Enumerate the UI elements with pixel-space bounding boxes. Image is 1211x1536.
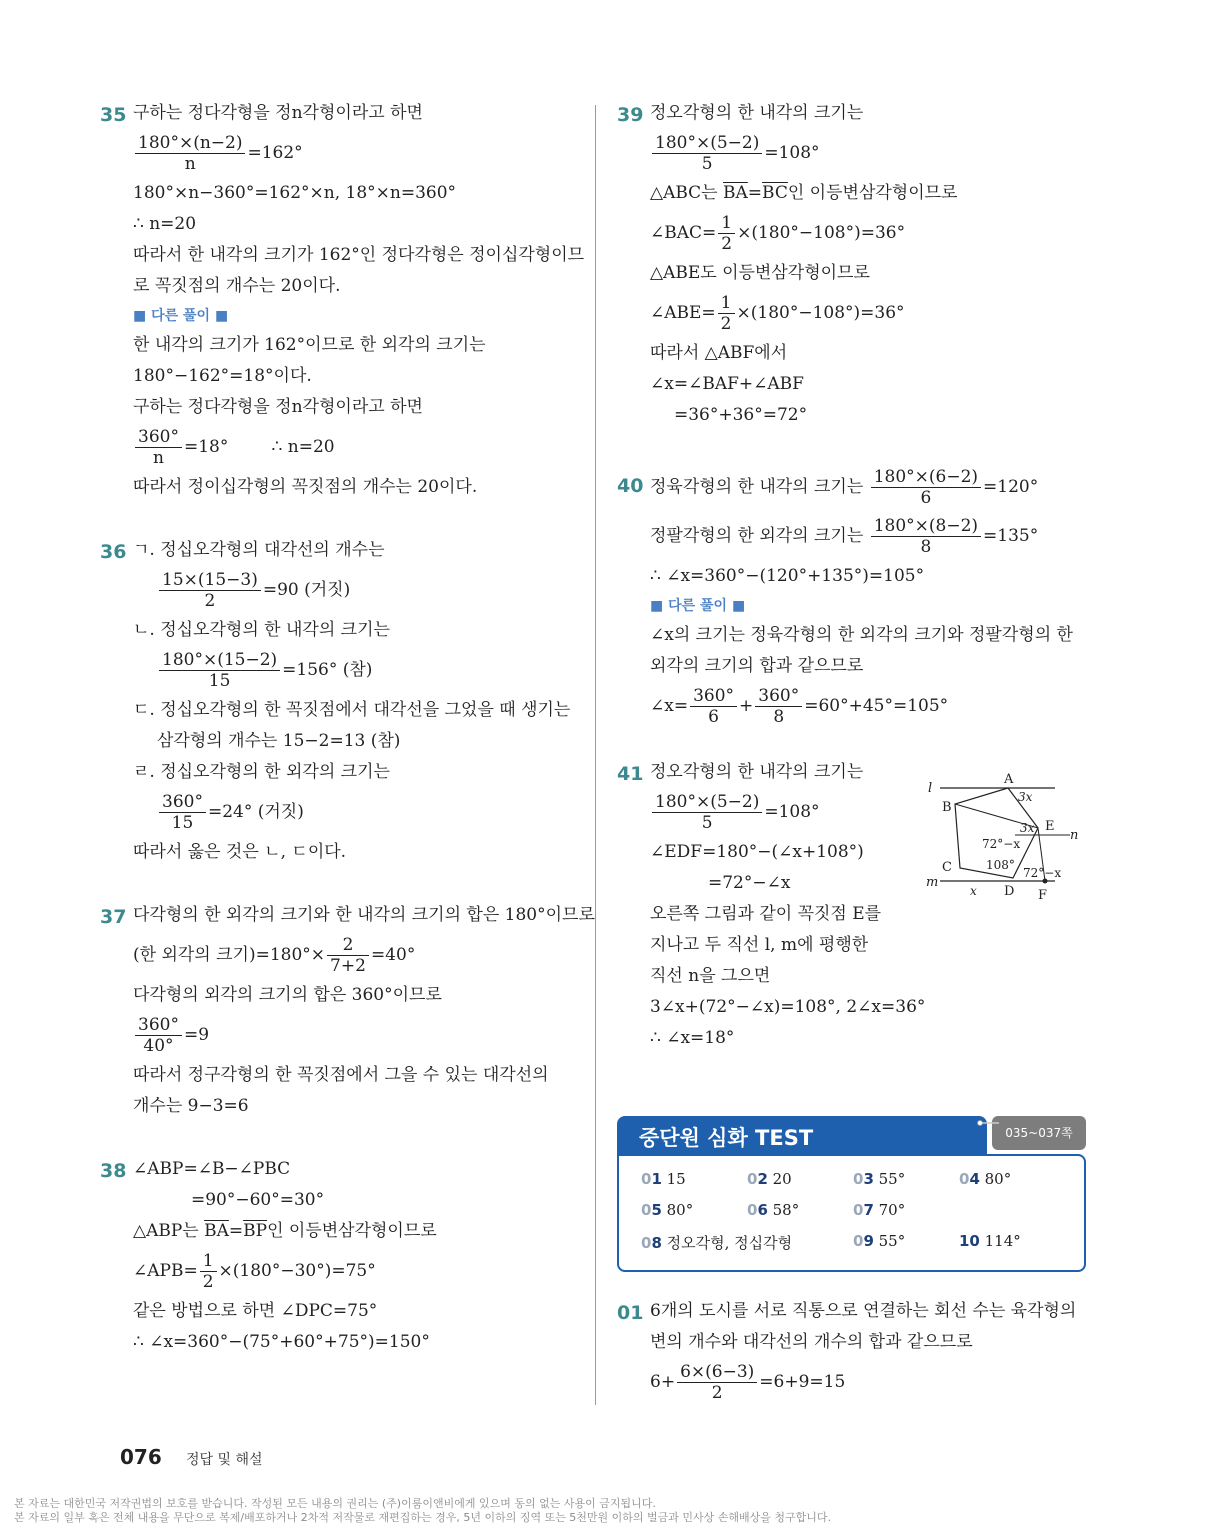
answer-number bbox=[747, 1170, 768, 1188]
formula-text: ∠BAC= bbox=[650, 223, 717, 243]
page-number: 076 bbox=[120, 1445, 162, 1469]
formula-line bbox=[133, 129, 580, 178]
text-line bbox=[650, 178, 1092, 209]
label-b: B bbox=[942, 800, 952, 815]
test-answer-item bbox=[641, 1232, 792, 1253]
text-line: ∴ n=20 bbox=[133, 214, 197, 234]
text-line: 3∠x+(72°−∠x)=108°, 2∠x=36° bbox=[650, 997, 926, 1017]
problem-number: 01 bbox=[617, 1302, 644, 1324]
label-f: F bbox=[1038, 888, 1048, 903]
text-line: =36°+36°=72° bbox=[674, 405, 808, 425]
segment: $\overline{BP}$ bbox=[243, 1221, 268, 1241]
answer-number-digit: 1 bbox=[651, 1170, 662, 1188]
angle-e2-label: 72°−x bbox=[982, 837, 1021, 851]
text-line: △ABE도 이등변삼각형이므로 bbox=[650, 263, 870, 283]
answer-number-prefix: 0 bbox=[853, 1201, 864, 1219]
formula-text: =9 bbox=[183, 1025, 210, 1045]
text-line: 180°−162°=18°이다. bbox=[133, 366, 312, 386]
test-answer-box bbox=[617, 1116, 1086, 1270]
test-answers bbox=[617, 1154, 1086, 1272]
numerator: 360° bbox=[135, 427, 182, 448]
label-m: m bbox=[926, 875, 939, 890]
answer-number-digit: 8 bbox=[651, 1234, 662, 1252]
text: = bbox=[747, 183, 763, 203]
formula-line bbox=[650, 209, 1092, 258]
text-line: 외각의 크기의 합과 같으므로 bbox=[650, 656, 864, 676]
formula-text: ×(180°−108°)=36° bbox=[736, 303, 905, 323]
answer-value: 114° bbox=[979, 1232, 1021, 1250]
label-e: E bbox=[1045, 819, 1055, 834]
numerator: 180°×(15−2) bbox=[159, 650, 280, 671]
fraction bbox=[652, 133, 762, 174]
angle-e-label: 3x bbox=[1020, 821, 1035, 835]
answer-value: 55° bbox=[873, 1170, 906, 1188]
formula-text: =108° bbox=[764, 802, 820, 822]
answer-number-prefix: 0 bbox=[641, 1234, 652, 1252]
formula-text: ∠x= bbox=[650, 696, 689, 716]
answer-number-prefix: 0 bbox=[853, 1232, 864, 1250]
answer-number bbox=[747, 1201, 768, 1219]
denominator: 6 bbox=[920, 488, 932, 508]
answer-number-digit: 6 bbox=[757, 1201, 768, 1219]
text-line: 따라서 정이십각형의 꼭짓점의 개수는 20이다. bbox=[133, 477, 478, 497]
problem-number: 35 bbox=[100, 104, 127, 126]
text-line bbox=[133, 1216, 580, 1247]
clip-icon bbox=[977, 1120, 999, 1126]
text-line: 한 내각의 크기가 162°이므로 한 외각의 크기는 bbox=[133, 335, 486, 355]
answer-number bbox=[959, 1232, 980, 1250]
test-answer-item bbox=[959, 1170, 1011, 1188]
answer-number-digit: 9 bbox=[863, 1232, 874, 1250]
answer-number-prefix: 0 bbox=[747, 1170, 758, 1188]
test-answer-item bbox=[641, 1201, 693, 1219]
text-line: ∴ ∠x=360°−(75°+60°+75°)=150° bbox=[133, 1332, 430, 1352]
numerator: 180°×(5−2) bbox=[652, 133, 762, 154]
denominator: 5 bbox=[701, 813, 713, 833]
text-line: 따라서 △ABF에서 bbox=[650, 343, 788, 363]
fraction bbox=[652, 792, 762, 833]
numerator: 180°×(8−2) bbox=[871, 516, 981, 537]
text-line: 다각형의 외각의 크기의 합은 360°이므로 bbox=[133, 985, 442, 1005]
answer-number-digit: 7 bbox=[863, 1201, 874, 1219]
denominator: 15 bbox=[171, 813, 194, 833]
numerator: 1 bbox=[718, 213, 735, 234]
fraction bbox=[135, 427, 182, 468]
denominator: 8 bbox=[773, 707, 785, 727]
text: = bbox=[228, 1221, 244, 1241]
test-answer-item bbox=[959, 1232, 1021, 1250]
problem-39 bbox=[617, 98, 1092, 431]
label-d: D bbox=[1004, 884, 1015, 899]
formula-line bbox=[133, 566, 580, 615]
answer-value: 58° bbox=[767, 1201, 800, 1219]
fraction bbox=[159, 570, 261, 611]
numerator: 180°×(6−2) bbox=[871, 467, 981, 488]
denominator: n bbox=[184, 154, 196, 174]
text-line: 따라서 한 내각의 크기가 162°인 정다각형은 정이십각형이므 bbox=[133, 245, 585, 265]
answer-number bbox=[959, 1170, 980, 1188]
text-line: ∠EDF=180°−(∠x+108°) bbox=[650, 842, 864, 862]
formula-text: =162° bbox=[247, 143, 303, 163]
text-line: 구하는 정다각형을 정n각형이라고 하면 bbox=[133, 397, 423, 417]
problem-01 bbox=[617, 1296, 1092, 1407]
test-answer-item bbox=[853, 1232, 905, 1250]
angle-f-label: 72°−x bbox=[1023, 866, 1062, 880]
alt-solution-label: ■ 다른 풀이 ■ bbox=[650, 598, 746, 614]
answer-value: 80° bbox=[661, 1201, 694, 1219]
problem-number: 39 bbox=[617, 104, 644, 126]
problem-01-wrap bbox=[617, 1296, 1092, 1407]
label-a: A bbox=[1004, 772, 1014, 787]
text-line: 개수는 9−3=6 bbox=[133, 1096, 249, 1116]
answer-number bbox=[641, 1201, 662, 1219]
formula-text: + bbox=[739, 696, 754, 716]
fraction bbox=[200, 1251, 217, 1292]
answer-number-prefix: 0 bbox=[641, 1201, 652, 1219]
text-line: =90°−60°=30° bbox=[191, 1190, 325, 1210]
numerator: 1 bbox=[200, 1251, 217, 1272]
denominator: 15 bbox=[208, 671, 231, 691]
denominator: n bbox=[153, 448, 164, 468]
denominator: 2 bbox=[711, 1383, 723, 1403]
test-title: 중단원 심화 TEST bbox=[639, 1126, 814, 1150]
problem-38 bbox=[100, 1154, 580, 1358]
formula-line bbox=[650, 1358, 1092, 1407]
text-line: ∠ABP=∠B−∠PBC bbox=[133, 1159, 291, 1179]
numerator: 360° bbox=[159, 792, 206, 813]
problem-36 bbox=[100, 535, 580, 868]
text-line: ㄱ. 정십오각형의 대각선의 개수는 bbox=[133, 540, 385, 560]
formula-text: =40° bbox=[370, 945, 416, 965]
numerator: 15×(15−3) bbox=[159, 570, 261, 591]
answer-value: 80° bbox=[979, 1170, 1012, 1188]
text-line: 직선 n을 그으면 bbox=[650, 966, 771, 986]
formula-text: ∠ABE= bbox=[650, 303, 716, 323]
segment: $\overline{BA}$ bbox=[204, 1221, 229, 1241]
fraction bbox=[159, 792, 206, 833]
alt-solution-label: ■ 다른 풀이 ■ bbox=[133, 308, 229, 324]
copyright-line: 본 자료의 일부 혹은 전체 내용을 무단으로 복제/배포하거나 2차적 저작물로 재편집하는 경우, 5년 이하의 징역 또는 5천만원 이하의 벌금과 민사상 손해배상을 청구합니다. bbox=[14, 1511, 832, 1524]
fraction bbox=[327, 935, 369, 976]
fraction bbox=[718, 293, 735, 334]
denominator: 2 bbox=[721, 234, 733, 254]
text: 인 이등변삼각형이므로 bbox=[787, 183, 958, 203]
fraction bbox=[159, 650, 280, 691]
denominator: 6 bbox=[708, 707, 719, 727]
numerator: 360° bbox=[755, 686, 802, 707]
formula-text: =90 (거짓) bbox=[262, 580, 351, 600]
numerator: 2 bbox=[327, 935, 369, 956]
formula-text: =18° ∴ n=20 bbox=[183, 437, 335, 457]
answer-number-digit: 2 bbox=[757, 1170, 768, 1188]
text-line: ∴ ∠x=18° bbox=[650, 1028, 735, 1048]
numerator: 6×(6−3) bbox=[677, 1362, 757, 1383]
text-line: 정오각형의 한 내각의 크기는 bbox=[650, 103, 864, 123]
formula-line bbox=[133, 646, 580, 695]
left-column bbox=[100, 98, 595, 1358]
segment: $\overline{BC}$ bbox=[762, 183, 788, 203]
answer-number-digit: 5 bbox=[651, 1201, 662, 1219]
formula-text: =60°+45°=105° bbox=[804, 696, 949, 716]
angle-x-label: x bbox=[970, 884, 977, 898]
numerator: 180°×(n−2) bbox=[135, 133, 245, 154]
angle-d-label: 108° bbox=[986, 858, 1015, 872]
answer-number-digit: 3 bbox=[863, 1170, 874, 1188]
answer-value: 15 bbox=[661, 1170, 686, 1188]
formula-text: =135° bbox=[983, 526, 1039, 546]
formula-line bbox=[133, 931, 580, 980]
fraction bbox=[871, 516, 981, 557]
denominator: 2 bbox=[204, 591, 216, 611]
formula-line bbox=[650, 129, 1092, 178]
fraction bbox=[690, 686, 737, 727]
text-line: 180°×n−360°=162°×n, 18°×n=360° bbox=[133, 183, 457, 203]
test-answer-item bbox=[747, 1170, 792, 1188]
column-divider bbox=[595, 105, 596, 1405]
denominator: 2 bbox=[720, 314, 732, 334]
page-range-tag: 035~037쪽 bbox=[992, 1116, 1086, 1150]
fraction bbox=[718, 213, 735, 254]
answer-number bbox=[641, 1234, 662, 1252]
formula-line bbox=[650, 512, 1092, 561]
label-n: n bbox=[1070, 828, 1079, 843]
fraction bbox=[755, 686, 802, 727]
formula-text: ×(180°−108°)=36° bbox=[737, 223, 906, 243]
problem-number: 38 bbox=[100, 1160, 127, 1182]
formula-line bbox=[650, 289, 1092, 338]
text-line: ㄴ. 정십오각형의 한 내각의 크기는 bbox=[133, 620, 390, 640]
test-answer-item bbox=[747, 1201, 799, 1219]
formula-line bbox=[650, 682, 1092, 731]
answer-number bbox=[853, 1170, 874, 1188]
formula-text: ×(180°−30°)=75° bbox=[218, 1261, 376, 1281]
problem-number: 37 bbox=[100, 906, 127, 928]
denominator: 40° bbox=[143, 1036, 174, 1056]
problem-number: 41 bbox=[617, 763, 644, 785]
text-line: 오른쪽 그림과 같이 꼭짓점 E를 bbox=[650, 904, 882, 924]
answer-number-prefix: 0 bbox=[641, 1170, 652, 1188]
copyright-line: 본 자료는 대한민국 저작권법의 보호를 받습니다. 작성된 모든 내용의 권리는 (주)이룸이앤비에게 있으며 동의 없는 사용이 금지됩니다. bbox=[14, 1497, 656, 1510]
right-column bbox=[617, 98, 1092, 1054]
segment: $\overline{BA}$ bbox=[723, 183, 748, 203]
formula-text: 정팔각형의 한 외각의 크기는 bbox=[650, 526, 869, 546]
text-line: 변의 개수와 대각선의 개수의 합과 같으므로 bbox=[650, 1332, 973, 1352]
formula-text: =108° bbox=[764, 143, 820, 163]
text-line: 다각형의 한 외각의 크기와 한 내각의 크기의 합은 180°이므로 bbox=[133, 905, 595, 925]
text: 인 이등변삼각형이므로 bbox=[267, 1221, 437, 1241]
text-line: =72°−∠x bbox=[708, 873, 791, 893]
formula-text: (한 외각의 크기)=180°× bbox=[133, 945, 326, 965]
answer-value: 20 bbox=[767, 1170, 792, 1188]
problem-number: 40 bbox=[617, 475, 644, 497]
formula-text: =156° (참) bbox=[282, 660, 373, 680]
formula-line bbox=[133, 1011, 580, 1060]
test-answer-item bbox=[641, 1170, 686, 1188]
numerator: 360° bbox=[690, 686, 737, 707]
fraction bbox=[677, 1362, 757, 1403]
formula-line bbox=[133, 423, 580, 472]
text-line: 따라서 정구각형의 한 꼭짓점에서 그을 수 있는 대각선의 bbox=[133, 1065, 549, 1085]
answer-number-prefix: 0 bbox=[959, 1170, 970, 1188]
text: △ABP는 bbox=[133, 1221, 205, 1241]
problem-40 bbox=[617, 463, 1092, 731]
text-line: ㄷ. 정십오각형의 한 꼭짓점에서 대각선을 그었을 때 생기는 bbox=[133, 700, 571, 720]
fraction bbox=[871, 467, 981, 508]
text-line: 6개의 도시를 서로 직통으로 연결하는 회선 수는 육각형의 bbox=[650, 1301, 1077, 1321]
answer-value: 정오각형, 정십각형 bbox=[661, 1234, 793, 1252]
label-l: l bbox=[928, 781, 933, 796]
text-line: ∴ ∠x=360°−(120°+135°)=105° bbox=[650, 566, 925, 586]
numerator: 360° bbox=[135, 1015, 182, 1036]
text-line: 삼각형의 개수는 15−2=13 (참) bbox=[157, 731, 401, 751]
text-line: ∠x의 크기는 정육각형의 한 외각의 크기와 정팔각형의 한 bbox=[650, 625, 1073, 645]
answer-value: 70° bbox=[873, 1201, 906, 1219]
text-line: 같은 방법으로 하면 ∠DPC=75° bbox=[133, 1301, 378, 1321]
formula-text: 6+ bbox=[650, 1372, 676, 1392]
test-answer-item bbox=[853, 1201, 905, 1219]
text-line: 지나고 두 직선 l, m에 평행한 bbox=[650, 935, 869, 955]
answer-number bbox=[853, 1232, 874, 1250]
text-line: 구하는 정다각형을 정n각형이라고 하면 bbox=[133, 103, 423, 123]
denominator: 7+2 bbox=[330, 956, 366, 976]
numerator: 180°×(5−2) bbox=[652, 792, 762, 813]
angle-a-label: 3x bbox=[1018, 790, 1033, 804]
formula-text: ∠APB= bbox=[133, 1261, 198, 1281]
copyright-notice bbox=[14, 1497, 831, 1525]
problem-37 bbox=[100, 900, 595, 1122]
answer-number bbox=[853, 1201, 874, 1219]
problem-number: 36 bbox=[100, 541, 127, 563]
formula-line bbox=[650, 463, 1092, 512]
test-header bbox=[617, 1116, 987, 1158]
formula-text: =6+9=15 bbox=[759, 1372, 846, 1392]
formula-text: 정육각형의 한 내각의 크기는 bbox=[650, 477, 869, 497]
answer-number bbox=[641, 1170, 662, 1188]
fraction bbox=[135, 133, 245, 174]
fraction bbox=[135, 1015, 182, 1056]
text-line: 로 꼭짓점의 개수는 20이다. bbox=[133, 276, 341, 296]
pentagon-parallel-lines-figure bbox=[920, 768, 1090, 908]
answer-number-digit: 10 bbox=[959, 1232, 980, 1250]
formula-text: =120° bbox=[983, 477, 1039, 497]
denominator: 5 bbox=[701, 154, 713, 174]
denominator: 2 bbox=[202, 1272, 214, 1292]
answer-value: 55° bbox=[873, 1232, 906, 1250]
problem-35 bbox=[100, 98, 585, 503]
formula-text: =24° (거짓) bbox=[207, 802, 304, 822]
label-c: C bbox=[942, 860, 952, 875]
text: △ABC는 bbox=[650, 183, 723, 203]
answer-number-digit: 4 bbox=[969, 1170, 980, 1188]
answer-number-prefix: 0 bbox=[853, 1170, 864, 1188]
text-line: ㄹ. 정십오각형의 한 외각의 크기는 bbox=[133, 762, 390, 782]
formula-line bbox=[133, 1247, 580, 1296]
answer-number-prefix: 0 bbox=[747, 1201, 758, 1219]
text-line: 따라서 옳은 것은 ㄴ, ㄷ이다. bbox=[133, 842, 347, 862]
denominator: 8 bbox=[920, 537, 932, 557]
footer-label: 정답 및 해설 bbox=[186, 1452, 263, 1468]
numerator: 1 bbox=[718, 293, 735, 314]
test-answer-item bbox=[853, 1170, 905, 1188]
formula-line bbox=[133, 788, 580, 837]
text-line: ∠x=∠BAF+∠ABF bbox=[650, 374, 804, 394]
text-line: 정오각형의 한 내각의 크기는 bbox=[650, 762, 864, 782]
